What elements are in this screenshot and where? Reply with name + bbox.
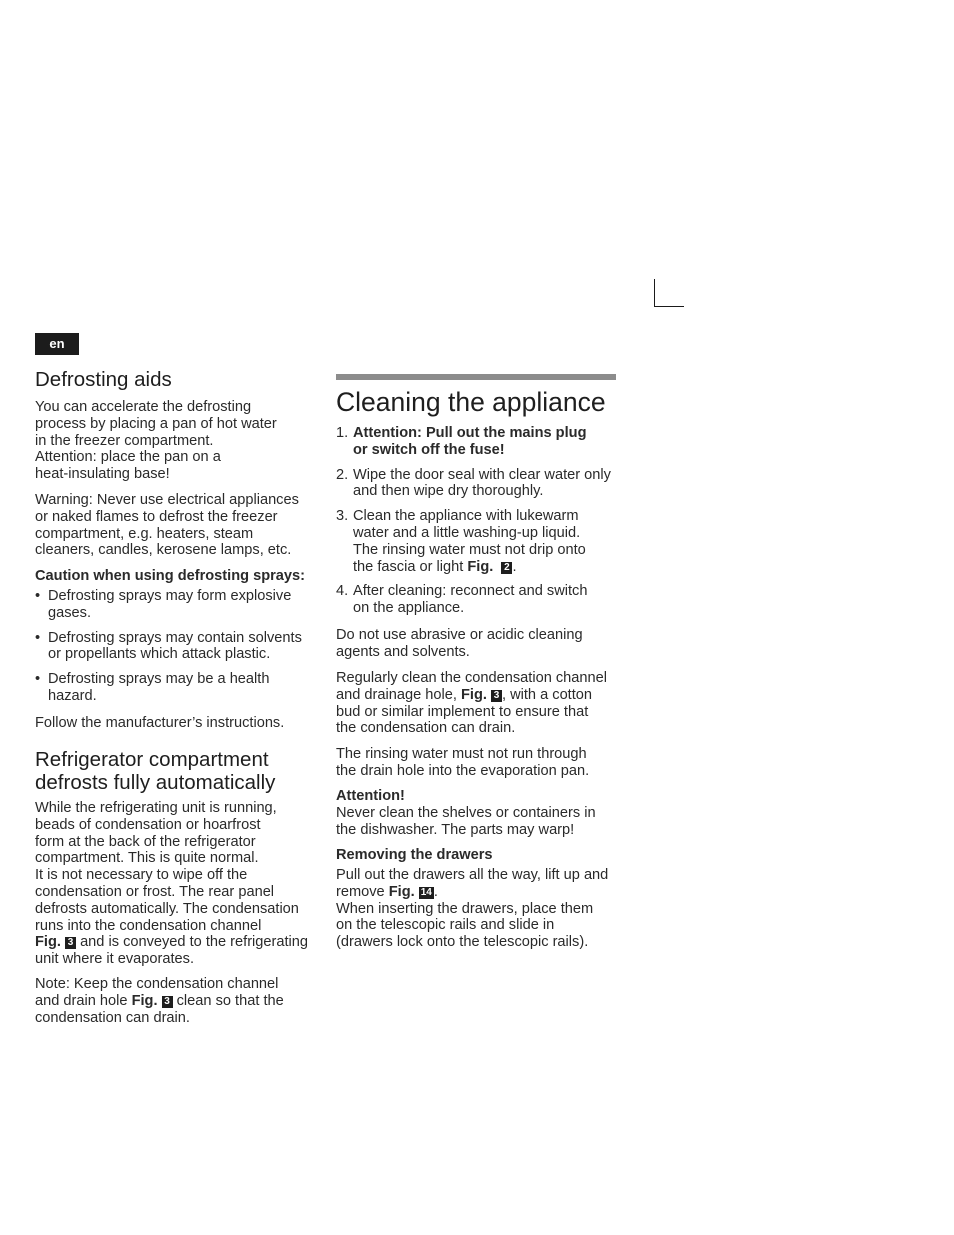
caution-list	[35, 588, 320, 713]
note-paragraph: Note: Keep the condensation channel and drain hole Fig. 3 clean so that the condensation can drain.	[35, 976, 284, 1026]
heading-defrosting-aids: Defrosting aids	[35, 368, 172, 391]
caution-heading: Caution when using defrosting sprays:	[35, 568, 306, 584]
figure-reference: Fig.	[388, 883, 415, 900]
figure-reference: Fig.	[35, 934, 61, 951]
abrasive-paragraph: Do not use abrasive or acidic cleaning agents and solvents.	[336, 627, 583, 660]
step-item: 2. Wipe the door seal with clear water only and then wipe dry thoroughly.	[336, 466, 611, 500]
figure-number-badge: 14	[420, 886, 432, 898]
figure-number-badge: 3	[65, 937, 76, 949]
step-item: 4. After cleaning: reconnect and switch on the appliance.	[336, 583, 588, 617]
list-item: • Defrosting sprays may be a health hazard.	[35, 671, 320, 705]
regular-clean-paragraph: Regularly clean the condensation channel and drainage hole, Fig. 3 , with a cotton bud or similar implement to ensure that the condensation can drain.	[336, 670, 607, 737]
attention-heading: Attention!	[336, 788, 405, 804]
step-item: 3. Clean the appliance with lukewarm water and a little washing-up liquid. The rinsing water must not drip onto the fascia or light Fig. 2 .	[336, 508, 586, 575]
warning-paragraph: Warning: Never use electrical appliances or naked flames to defrost the freezer compartment, e.g. heaters, steam cleaners, candles, kerosene lamps, etc.	[35, 492, 299, 559]
figure-number-badge: 3	[491, 690, 502, 702]
heading-fridge-defrost: Refrigerator compartment defrosts fully automatically	[35, 748, 276, 794]
figure-number-badge: 3	[162, 996, 173, 1008]
follow-instructions: Follow the manufacturer’s instructions.	[35, 715, 285, 731]
drawers-paragraph: Pull out the drawers all the way, lift up and remove Fig. 14 . When inserting the drawers, place them on the telescopic rails and slide in (drawers lock onto the telescopic rails).	[336, 867, 609, 951]
crop-mark	[654, 279, 684, 307]
step-item: 1. Attention: Pull out the mains plug or switch off the fuse!	[336, 425, 587, 458]
heading-cleaning: Cleaning the appliance	[336, 387, 606, 417]
figure-reference: Fig.	[460, 686, 487, 703]
rinsing-paragraph: The rinsing water must not run through the drain hole into the evaporation pan.	[336, 746, 590, 779]
list-item: • Defrosting sprays may form explosive gases.	[35, 588, 320, 622]
figure-reference: Fig.	[131, 992, 158, 1009]
section-divider	[336, 374, 616, 380]
fridge-defrost-paragraph: While the refrigerating unit is running, beads of condensation or hoarfrost form at the back of the refrigerator compartment. This is quite normal. It is not necessary to wipe off the condensation or frost. The rear panel defrosts automatically. The condensation runs into the condensation channel Fig. 3 and is conveyed to the refrigerating unit where it evaporates.	[35, 800, 309, 968]
defrost-intro-paragraph: You can accelerate the defrosting process by placing a pan of hot water in the freezer compartment. Attention: place the pan on a heat-insulating base!	[35, 399, 277, 483]
cleaning-steps	[336, 425, 622, 625]
drawers-heading: Removing the drawers	[336, 847, 493, 863]
figure-number-badge: 2	[501, 562, 512, 574]
attention-paragraph: Attention! Never clean the shelves or containers in the dishwasher. The parts may warp!	[336, 788, 596, 838]
figure-reference: Fig.	[467, 558, 494, 575]
list-item: • Defrosting sprays may contain solvents or propellants which attack plastic.	[35, 630, 320, 664]
language-tag: en	[35, 333, 79, 355]
